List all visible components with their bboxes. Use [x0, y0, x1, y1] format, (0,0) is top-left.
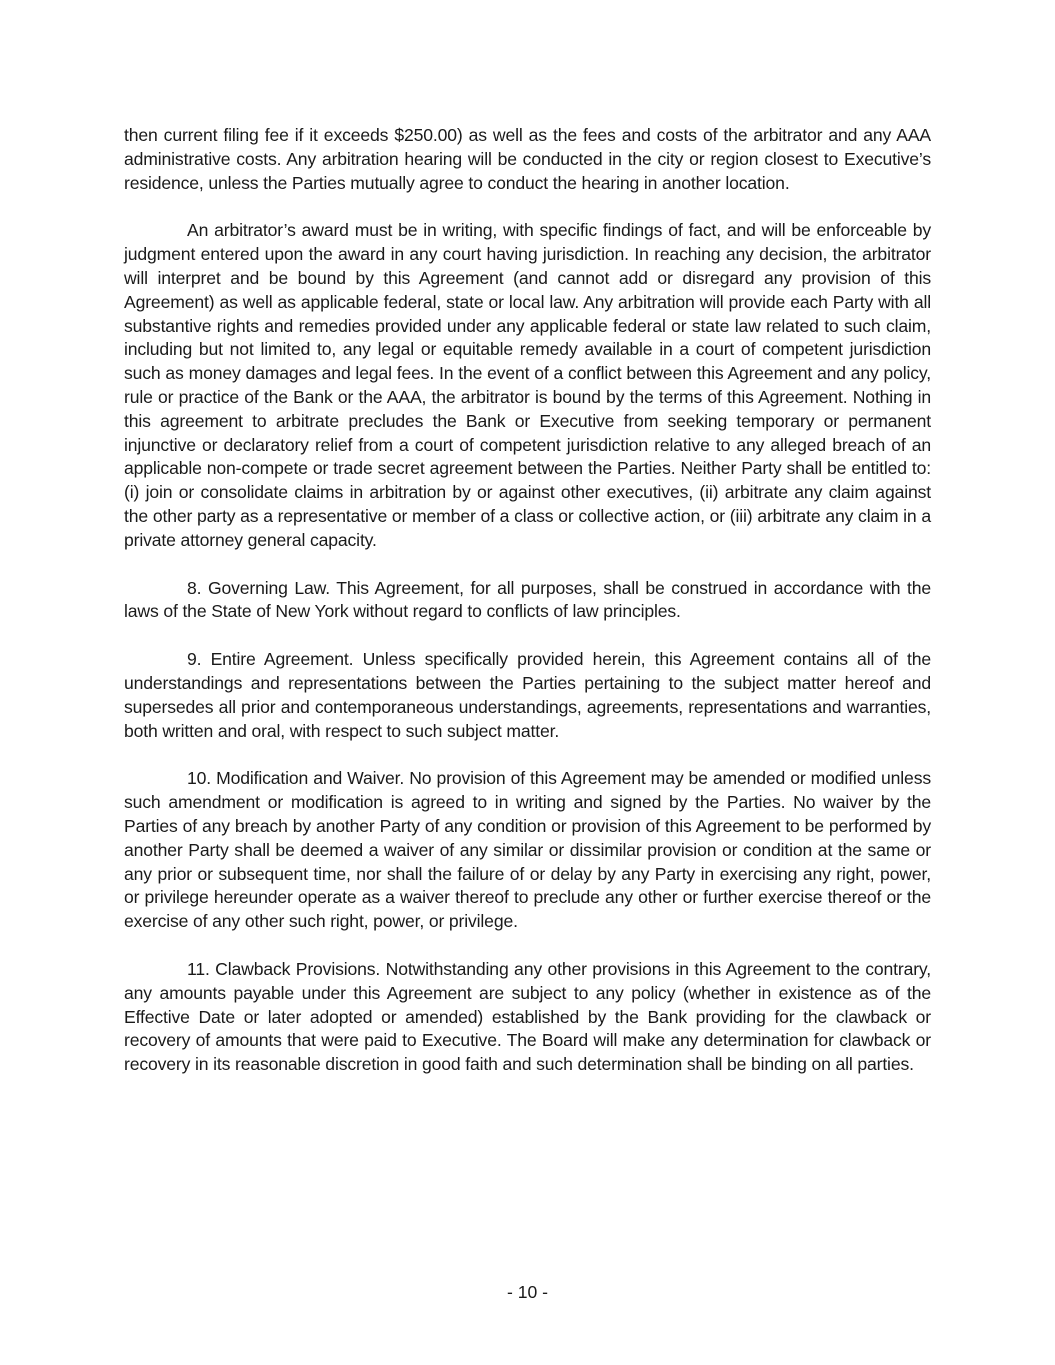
section-text: This Agreement, for all purposes, shall be construed in accordance with the laws of the State of New York without regard to conflicts of law principles.: [124, 577, 932, 622]
section-heading: 8. Governing Law.: [187, 577, 330, 598]
paragraph-text: An arbitrator’s award must be in writing, with specific findings of fact, and will be enforceable by judgment entered upon the award in any court having jurisdiction. In reaching any decision, the arbitrator will interpret and be bound by this Agreement (and cannot add or disregard any provision of this Agreement) as well as applicable federal, state or local law. Any arbitration will provide each Party with all substantive rights and remedies provided under any applicable federal or state law related to such claim, including but not limited to, any legal or equitable remedy available in a court of competent jurisdiction such as money damages and legal fees. In the event of a conflict between this Agreement and any policy, rule or practice of the Bank or the AAA, the arbitrator is bound by the terms of this Agreement. Nothing in this agreement to arbitrate precludes the Bank or Executive from seeking temporary or permanent injunctive or declaratory relief from a court of competent jurisdiction relative to any alleged breach of an applicable non-compete or trade secret agreement between the Parties. Neither Party shall be entitled to: (i) join or consolidate claims in arbitration by or against other executives, (ii) arbitrate any claim against the other party as a representative or member of a class or collective action, or (iii) arbitrate any claim in a private attorney general capacity.: [124, 220, 931, 550]
section-text: Unless specifically provided herein, this Agreement contains all of the understandings and representations between the Parties pertaining to the subject matter hereof and supersedes all prior and contemporaneous understandings, agreements, representations and warranties, both written and oral, with respect to such subject matter.: [124, 649, 932, 741]
section-text: No provision of this Agreement may be amended or modified unless such amendment or modification is agreed to in writing and signed by the Parties. No waiver by the Parties of any breach by another Party of any condition or provision of this Agreement to be performed by another Party shall be deemed a waiver of any similar or dissimilar provision or condition at the same or any prior or subsequent time, nor shall the failure of or delay by any Party in exercising any right, power, or privilege hereunder operate as a waiver thereof to preclude any other or further exercise thereof or the exercise of any other such right, power, or privilege.: [124, 768, 931, 932]
section-entire-agreement: [124, 648, 931, 743]
document-body: [124, 124, 931, 1101]
paragraph-arbitration-fees: [124, 124, 931, 195]
section-heading: 10. Modification and Waiver.: [187, 768, 405, 789]
section-modification-waiver: [124, 767, 931, 934]
paragraph-text: then current filing fee if it exceeds $250.00) as well as the fees and costs of the arbitrator and any AAA administrative costs. Any arbitration hearing will be conducted in the city or region closest to Executive’s residence, unless the Parties mutually agree to conduct the hearing in another location.: [124, 125, 931, 193]
section-text: Notwithstanding any other provisions in this Agreement to the contrary, any amounts payable under this Agreement are subject to any policy (whether in existence as of the Effective Date or later adopted or amended) established by the Bank providing for the clawback or recovery of amounts that were paid to Executive. The Board will make any determination for clawback or recovery in its reasonable discretion in good faith and such determination shall be binding on all parties.: [124, 958, 931, 1075]
paragraph-arbitrator-award: [124, 219, 931, 552]
section-heading: 9. Entire Agreement.: [187, 649, 354, 670]
section-heading: 11. Clawback Provisions.: [187, 958, 381, 979]
section-clawback-provisions: [124, 958, 931, 1077]
section-governing-law: [124, 577, 931, 625]
page-number: - 10 -: [506, 1282, 549, 1302]
